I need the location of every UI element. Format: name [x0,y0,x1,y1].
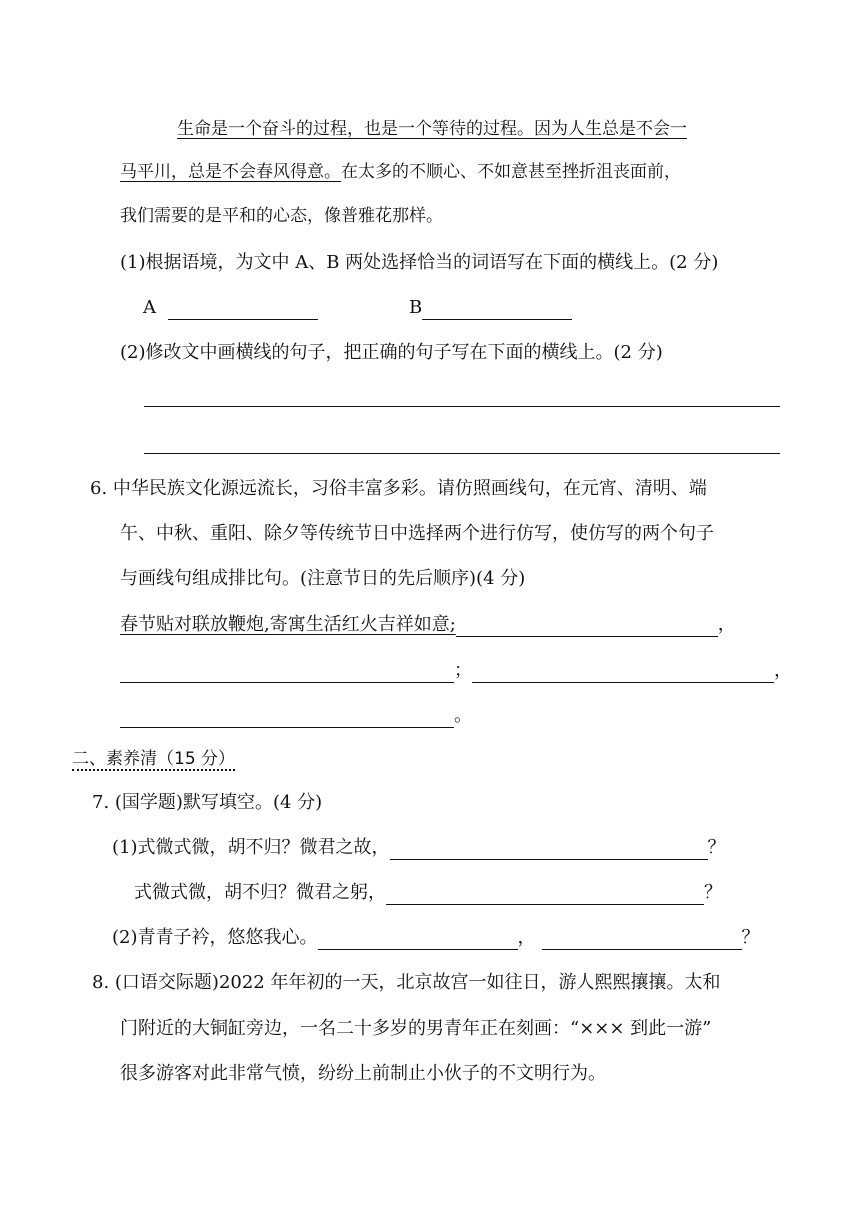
q7-line-3-text: (2)青青子衿，悠悠我心。 [112,927,318,948]
q5-label-b: B [409,297,423,318]
q7-line-2 [134,881,722,905]
passage-line-2 [120,160,681,184]
q7-line-2-text: 式微式微，胡不归？微君之躬， [134,882,386,903]
q6-blank-2[interactable] [120,664,454,683]
q5-answer-line-2[interactable] [144,453,780,454]
q7-blank-2[interactable] [386,886,704,905]
q5-answer-line-1[interactable] [144,406,780,407]
q6-line-1: 6. 中华民族文化源远流长，习俗丰富多彩。请仿照画线句，在元宵、清明、端 [90,478,707,499]
passage-line-3: 我们需要的是平和的心态，像普雅花那样。 [120,206,443,226]
q7-qmark-3: ？ [741,927,760,948]
q6-line-3: 与画线句组成排比句。(注意节日的先后顺序)(4 分) [120,568,526,589]
q5-part1: (1)根据语境，为文中 A、B 两处选择恰当的词语写在下面的横线上。(2 分) [120,252,719,273]
q6-blank-1[interactable] [456,618,718,637]
passage-line-1: 生命是一个奋斗的过程，也是一个等待的过程。因为人生总是不会一 [177,119,687,139]
q6-semicolon: ； [454,660,472,681]
q7-comma: ， [517,927,536,948]
section-2-title [72,747,235,771]
q7-qmark-2: ？ [704,882,722,903]
q6-example-sentence: 春节贴对联放鞭炮,寄寓生活红火吉祥如意; [120,614,456,635]
q6-line-2: 午、中秋、重阳、除夕等传统节日中选择两个进行仿写，使仿写的两个句子 [120,523,714,544]
q7-line-3 [112,926,760,950]
q5-part2: (2)修改文中画横线的句子，把正确的句子写在下面的横线上。(2 分) [120,342,663,363]
q5-blank-b[interactable] [422,301,572,320]
q6-blank-3[interactable] [472,664,774,683]
q7-blank-3[interactable] [318,931,518,950]
q7-blank-4[interactable] [542,931,742,950]
q5-label-a: A [143,297,156,318]
q6-blank-4[interactable] [120,709,454,728]
q7-qmark-1: ？ [707,837,726,858]
q7-line-1-text: (1)式微式微，胡不归？微君之故， [112,837,390,858]
q6-comma-1: ， [717,614,736,635]
q5-answer-a [143,296,318,320]
q7-line-1 [112,836,726,860]
q6-comma-2: ， [774,660,792,681]
q6-period: 。 [454,705,472,726]
q6-blanks-line [120,659,792,683]
passage-line-2-rest: 在太多的不顺心、不如意甚至挫折沮丧面前， [341,162,681,182]
q8-line-1: 8. (口语交际题)2022 年年初的一天，北京故宫一如往日，游人熙熙攘攘。太和 [92,972,721,993]
section-2-title-text: 二、素养清（15 分） [72,749,236,769]
q8-line-3: 很多游客对此非常气愤，纷纷上前制止小伙子的不文明行为。 [120,1063,606,1084]
passage-underlined-sentence: 马平川，总是不会春风得意。 [120,162,341,182]
q7-blank-1[interactable] [390,841,708,860]
q6-example-line [120,613,736,637]
q5-blank-a[interactable] [168,301,318,320]
q6-final-line [120,704,472,728]
q5-answer-b [409,296,572,320]
q8-line-2: 门附近的大铜缸旁边，一名二十多岁的男青年正在刻画：“××× 到此一游” [120,1018,712,1039]
q7-title: 7. (国学题)默写填空。(4 分) [92,792,323,813]
